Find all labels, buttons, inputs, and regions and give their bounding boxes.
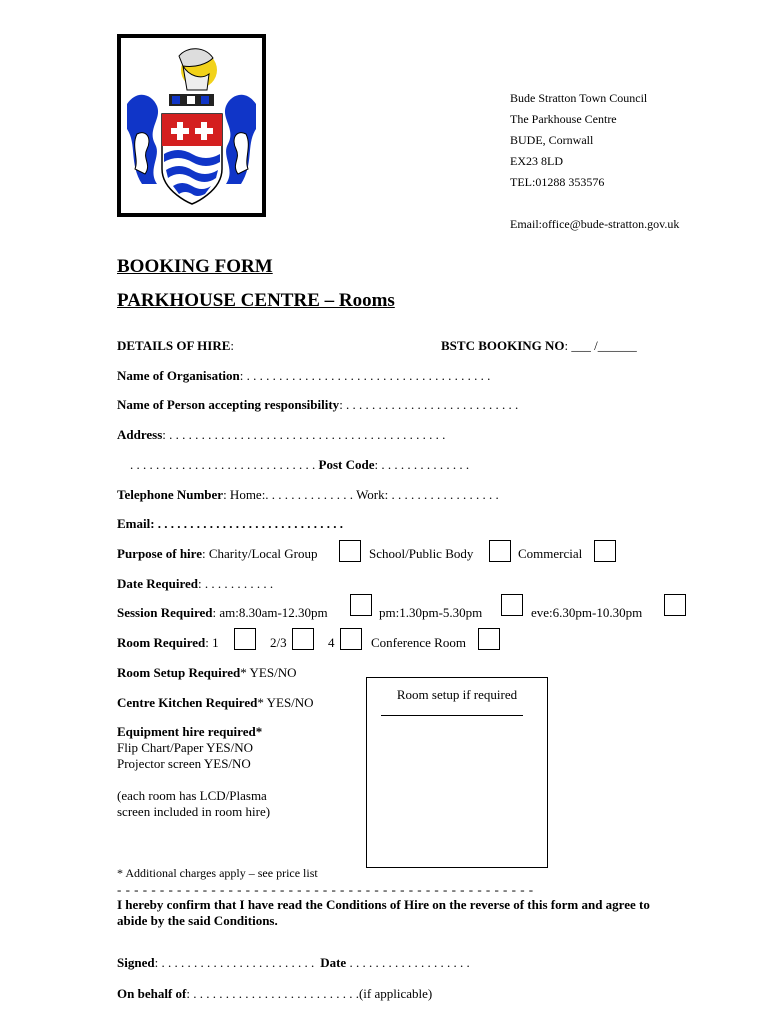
lcd-note-line2: screen included in room hire) <box>117 804 271 819</box>
flip-chart-field[interactable]: Flip Chart/Paper YES/NO <box>117 740 254 755</box>
kitchen-field[interactable]: Centre Kitchen Required* YES/NO <box>117 695 314 710</box>
room-setup-field[interactable]: Room Setup Required* YES/NO <box>117 665 297 680</box>
form-subtitle: PARKHOUSE CENTRE – Rooms <box>117 290 395 311</box>
date-required-field[interactable]: Date Required: . . . . . . . . . . . <box>117 576 274 591</box>
room-4-checkbox[interactable] <box>340 628 362 650</box>
form-title: BOOKING FORM <box>117 256 273 277</box>
session-pm-checkbox[interactable] <box>501 594 523 616</box>
purpose-commercial-label: Commercial <box>518 546 583 561</box>
confirm-line1: I hereby confirm that I have read the Conditions of Hire on the reverse of this form and agree to <box>117 897 650 912</box>
purpose-charity-checkbox[interactable] <box>339 540 361 562</box>
address-line: Bude Stratton Town Council <box>510 91 648 105</box>
person-field[interactable]: Name of Person accepting responsibility: . . . . . . . . . . . . . . . . . . . . . . . . . . . <box>117 397 519 412</box>
organisation-field[interactable]: Name of Organisation: . . . . . . . . . . . . . . . . . . . . . . . . . . . . . . . . . . . . . . <box>117 368 491 383</box>
room-23-label: 2/3 <box>270 635 287 650</box>
address-line: TEL:01288 353576 <box>510 175 605 189</box>
council-email: Email:office@bude-stratton.gov.uk <box>510 217 680 231</box>
address-line2-field[interactable]: . . . . . . . . . . . . . . . . . . . . . . . . . . . . . Post Code: . . . . . . . . . . . . . . <box>130 457 470 472</box>
session-pm-label: pm:1.30pm-5.30pm <box>379 605 483 620</box>
equipment-heading: Equipment hire required* <box>117 724 263 739</box>
room-setup-box[interactable] <box>366 677 548 868</box>
telephone-field[interactable]: Telephone Number: Home:. . . . . . . . . . . . . . Work: . . . . . . . . . . . . . . . . . <box>117 487 499 502</box>
crest-icon <box>117 34 266 217</box>
on-behalf-field[interactable]: On behalf of: . . . . . . . . . . . . . . . . . . . . . . . . . .(if applicable) <box>117 986 433 1001</box>
council-crest-logo <box>117 34 266 217</box>
session-am-checkbox[interactable] <box>350 594 372 616</box>
room-conference-label: Conference Room <box>371 635 466 650</box>
purpose-school-label: School/Public Body <box>369 546 474 561</box>
room-label: Room Required: 1 <box>117 635 219 650</box>
address-line: BUDE, Cornwall <box>510 133 594 147</box>
confirm-line2: abide by the said Conditions. <box>117 913 278 928</box>
room-23-checkbox[interactable] <box>292 628 314 650</box>
session-eve-checkbox[interactable] <box>664 594 686 616</box>
session-eve-label: eve:6.30pm-10.30pm <box>531 605 643 620</box>
room-4-label: 4 <box>328 635 335 650</box>
signature-field[interactable]: Signed: . . . . . . . . . . . . . . . . . . . . . . . . Date . . . . . . . . . . . . . . . . . . . <box>117 955 470 970</box>
purpose-school-checkbox[interactable] <box>489 540 511 562</box>
room-setup-underline <box>381 715 523 716</box>
purpose-commercial-checkbox[interactable] <box>594 540 616 562</box>
session-label: Session Required: am:8.30am-12.30pm <box>117 605 328 620</box>
council-address <box>510 88 679 235</box>
details-heading: DETAILS OF HIRE: <box>117 338 235 353</box>
purpose-label: Purpose of hire: Charity/Local Group <box>117 546 318 561</box>
room-1-checkbox[interactable] <box>234 628 256 650</box>
room-conference-checkbox[interactable] <box>478 628 500 650</box>
email-field[interactable]: Email: . . . . . . . . . . . . . . . . . . . . . . . . . . . . . <box>117 516 344 531</box>
address-line: EX23 8LD <box>510 154 563 168</box>
address-field[interactable]: Address: . . . . . . . . . . . . . . . . . . . . . . . . . . . . . . . . . . . . . . . . . . . <box>117 427 446 442</box>
booking-number: BSTC BOOKING NO: ___ /______ <box>441 338 637 353</box>
room-setup-box-label: Room setup if required <box>396 687 518 702</box>
cut-line: - - - - - - - - - - - - - - - - - - - - - - - - - - - - - - - - - - - - - - - - - - - - - - - - - <box>117 882 534 897</box>
charges-note: * Additional charges apply – see price list <box>117 866 318 880</box>
address-line: The Parkhouse Centre <box>510 112 617 126</box>
projector-field[interactable]: Projector screen YES/NO <box>117 756 251 771</box>
lcd-note-line1: (each room has LCD/Plasma <box>117 788 267 803</box>
